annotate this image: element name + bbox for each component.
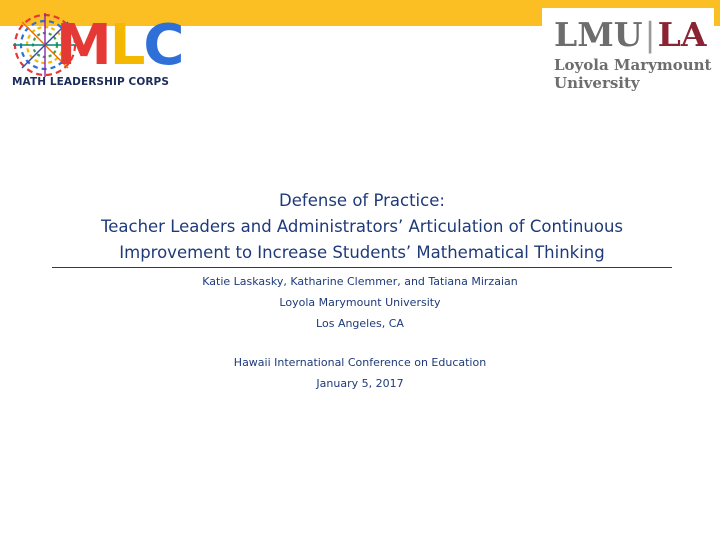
la-mark-text: LA (657, 15, 707, 54)
mlc-logo (8, 8, 198, 88)
title-line-1: Defense of Practice: (279, 191, 445, 210)
authors: Katie Laskasky, Katharine Clemmer, and Tatiana Mirzaian (202, 275, 518, 288)
institution: Loyola Marymount University (279, 296, 441, 309)
mlc-letter-c: C (143, 13, 183, 78)
presentation-date: January 5, 2017 (316, 377, 404, 390)
mlc-wordmark (56, 13, 183, 78)
slide-title (52, 188, 672, 266)
conference-name: Hawaii International Conference on Education (233, 356, 487, 369)
lmu-mark-text: LMU (554, 15, 643, 54)
mlc-tagline: MATH LEADERSHIP CORPS (12, 76, 170, 88)
lmu-logo (542, 8, 714, 94)
title-line-3: Improvement to Increase Students’ Mathematical Thinking (119, 243, 605, 262)
title-divider (52, 267, 672, 268)
title-line-2: Teacher Leaders and Administrators’ Articulation of Continuous (100, 217, 624, 236)
lmu-la-mark (554, 15, 707, 54)
lmu-name-line2: University (554, 74, 640, 92)
lmu-name-line1: Loyola Marymount (554, 56, 712, 74)
mlc-letter-m: M (56, 13, 110, 78)
mlc-letter-l: L (109, 13, 144, 78)
location: Los Angeles, CA (316, 317, 404, 330)
lmu-mark-separator: | (644, 15, 656, 54)
